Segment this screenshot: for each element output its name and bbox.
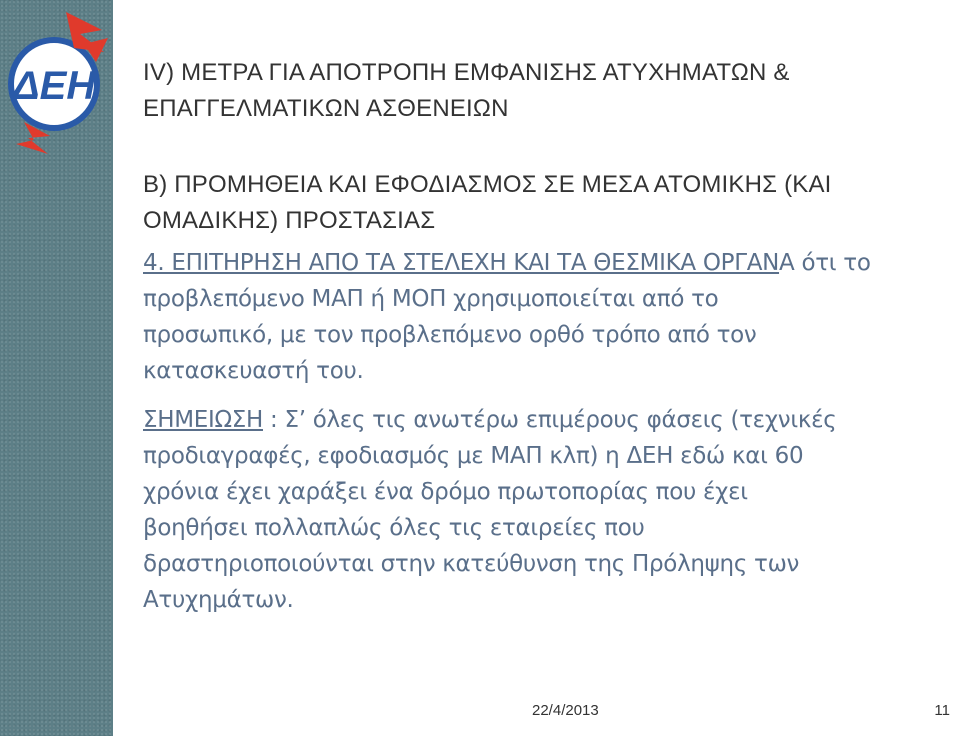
logo-text: ΔΕΗ: [12, 64, 96, 108]
dei-logo-icon: [4, 4, 110, 154]
item-4-line-4: κατασκευαστή του.: [143, 358, 364, 384]
note-line-4: βοηθήσει πολλαπλώς όλες τις εταιρείες που: [143, 515, 645, 541]
note-line-6: Ατυχημάτων.: [143, 587, 294, 613]
slide-heading: [143, 55, 943, 127]
note-line-3: χρόνια έχει χαράξει ένα δρόμο πρωτοπορίας που έχει: [143, 479, 748, 505]
item-4-line-3: προσωπικό, με τον προβλεπόμενο ορθό τρόπο από τον: [143, 322, 757, 348]
note-line-5: δραστηριοποιούνται στην κατεύθυνση της Πρόληψης των: [143, 551, 800, 577]
note-line-1-rest: : Σ’ όλες τις ανωτέρω επιμέρους φάσεις (τεχνικές: [263, 407, 837, 433]
item-4-paragraph: [143, 245, 943, 389]
footer-date: 22/4/2013: [532, 702, 599, 719]
note-label: ΣΗΜΕΙΩΣΗ: [143, 407, 263, 433]
heading-line-2: ΕΠΑΓΓΕΛΜΑΤΙΚΩΝ ΑΣΘΕΝΕΙΩΝ: [143, 95, 509, 122]
slide-content: [143, 55, 943, 618]
item-4-line-1-rest: Α ότι το: [779, 250, 871, 276]
section-subheading: [143, 167, 943, 239]
note-line-1: [143, 402, 943, 438]
heading-line-1: IV) ΜΕΤΡΑ ΓΙΑ ΑΠΟΤΡΟΠΗ ΕΜΦΑΝΙΣΗΣ ΑΤΥΧΗΜΑΤΩΝ &: [143, 59, 790, 86]
item-4-line-2: προβλεπόμενο ΜΑΠ ή ΜΟΠ χρησιμοποιείται από το: [143, 286, 719, 312]
note-paragraph: [143, 402, 943, 618]
item-4-line-1: [143, 245, 943, 281]
subheading-line-2: ΟΜΑΔΙΚΗΣ) ΠΡΟΣΤΑΣΙΑΣ: [143, 207, 436, 234]
note-line-2: προδιαγραφές, εφοδιασμός με ΜΑΠ κλπ) η ΔΕΗ εδώ και 60: [143, 443, 804, 469]
subheading-line-1: Β) ΠΡΟΜΗΘΕΙΑ ΚΑΙ ΕΦΟΔΙΑΣΜΟΣ ΣΕ ΜΕΣΑ ΑΤΟΜΙΚΗΣ (ΚΑΙ: [143, 171, 832, 198]
item-4-title: 4. ΕΠΙΤΗΡΗΣΗ ΑΠΟ ΤΑ ΣΤΕΛΕΧΗ ΚΑΙ ΤΑ ΘΕΣΜΙΚΑ ΟΡΓΑΝ: [143, 250, 780, 276]
page-number: 11: [934, 702, 950, 719]
